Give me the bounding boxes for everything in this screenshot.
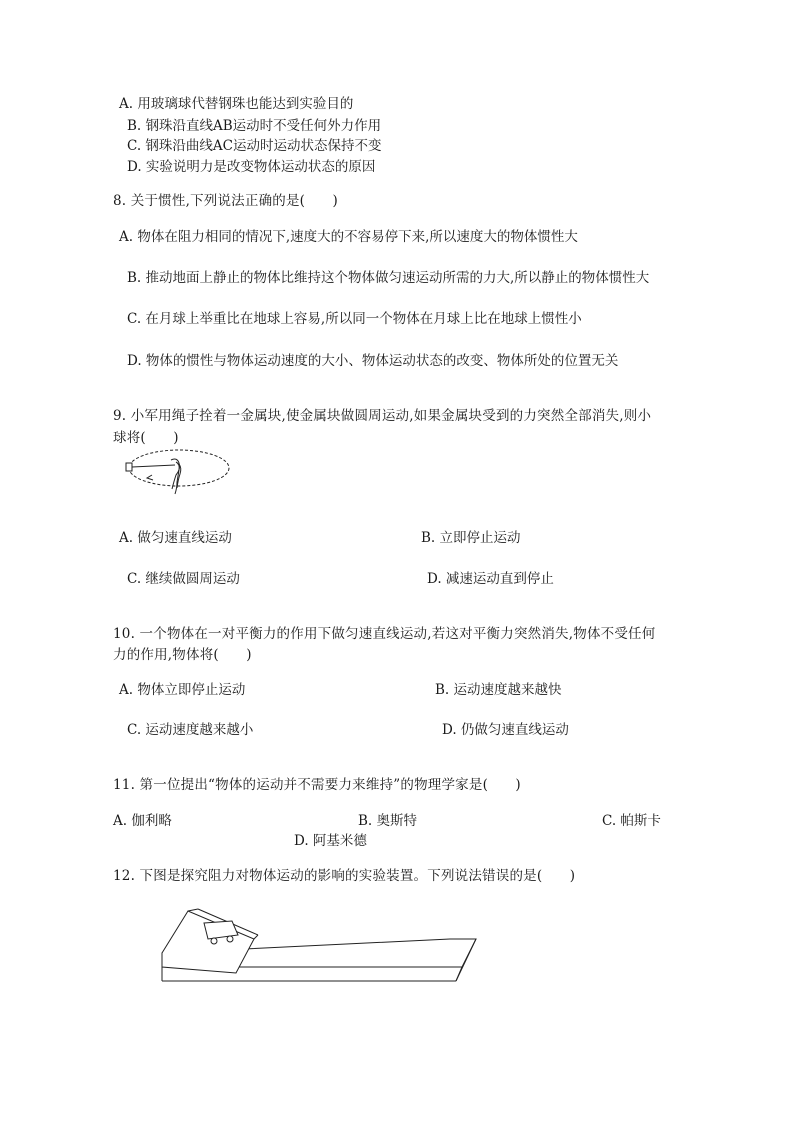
q11-option-b: B. 奥斯特 xyxy=(358,813,418,829)
q8-stem: 8. 关于惯性,下列说法正确的是( ) xyxy=(113,193,338,209)
q10-option-c: C. 运动速度越来越小 xyxy=(127,722,254,738)
q7-option-a: A. 用玻璃球代替钢珠也能达到实验目的 xyxy=(119,96,354,112)
q10-option-b: B. 运动速度越来越快 xyxy=(435,682,562,698)
q11-stem: 11. 第一位提出“物体的运动并不需要力来维持”的物理学家是( ) xyxy=(113,777,521,793)
q8-option-a: A. 物体在阻力相同的情况下,速度大的不容易停下来,所以速度大的物体惯性大 xyxy=(119,229,578,245)
q10-stem-line2: 力的作用,物体将( ) xyxy=(113,647,252,663)
q7-option-b: B. 钢珠沿直线AB运动时不受任何外力作用 xyxy=(127,118,382,134)
q9-stem-line1: 9. 小军用绳子拴着一金属块,使金属块做圆周运动,如果金属块受到的力突然全部消失,则小 xyxy=(113,408,652,424)
q9-option-a: A. 做匀速直线运动 xyxy=(119,530,232,546)
q11-option-c: C. 帕斯卡 xyxy=(602,813,661,829)
q11-option-d: D. 阿基米德 xyxy=(294,833,367,849)
q7-option-d: D. 实验说明力是改变物体运动状态的原因 xyxy=(127,159,376,175)
q8-option-b: B. 推动地面上静止的物体比维持这个物体做匀速运动所需的力大,所以静止的物体惯性大 xyxy=(127,270,650,286)
q11-option-a: A. 伽利略 xyxy=(113,813,172,829)
q9-circular-motion-figure xyxy=(115,448,235,508)
q10-option-d: D. 仍做匀速直线运动 xyxy=(442,722,569,738)
q10-stem-line1: 10. 一个物体在一对平衡力的作用下做匀速直线运动,若这对平衡力突然消失,物体不受任何 xyxy=(113,626,656,642)
q8-option-c: C. 在月球上举重比在地球上容易,所以同一个物体在月球上比在地球上惯性小 xyxy=(127,311,582,327)
q7-option-c: C. 钢珠沿曲线AC运动时运动状态保持不变 xyxy=(127,138,382,154)
q8-option-d: D. 物体的惯性与物体运动速度的大小、物体运动状态的改变、物体所处的位置无关 xyxy=(127,353,619,369)
q9-stem-line2: 球将( ) xyxy=(113,430,179,446)
q10-option-a: A. 物体立即停止运动 xyxy=(119,682,246,698)
q12-stem: 12. 下图是探究阻力对物体运动的影响的实验装置。下列说法错误的是( ) xyxy=(113,868,576,884)
q9-option-d: D. 减速运动直到停止 xyxy=(427,571,554,587)
q9-option-b: B. 立即停止运动 xyxy=(421,530,521,546)
q9-option-c: C. 继续做圆周运动 xyxy=(127,571,240,587)
q12-apparatus-figure xyxy=(158,905,483,987)
